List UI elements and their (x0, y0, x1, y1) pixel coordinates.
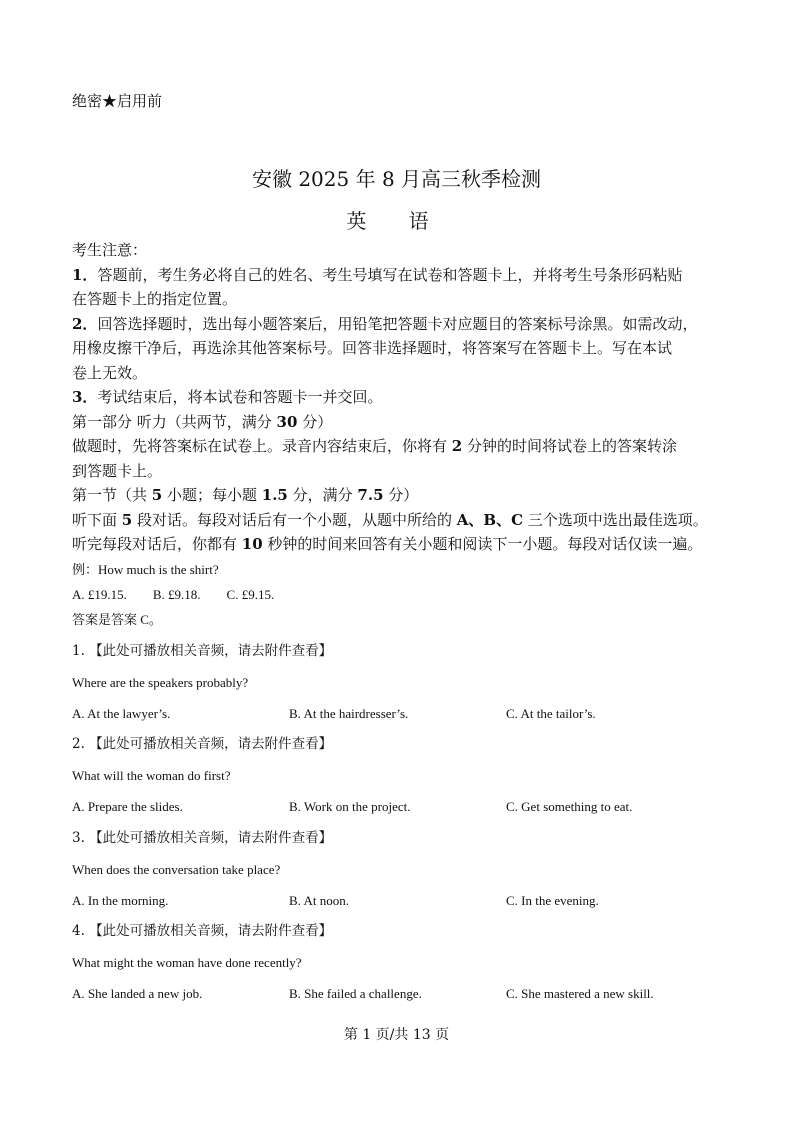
score-value: 30 (276, 412, 298, 431)
options-row (72, 698, 732, 729)
notice-item-number: 2． (72, 314, 98, 333)
confidential-label: 绝密★启用前 (72, 92, 163, 110)
instruction-text: 秒钟的时间来回答有关小题和阅读下一小题。每段对话仅读一遍。 (262, 535, 703, 553)
instruction-text: 听完每段对话后，你都有 (72, 535, 242, 553)
option-b: B. Work on the project. (289, 799, 411, 814)
option-c: C. In the evening. (506, 893, 599, 908)
notice-item-3 (72, 385, 732, 410)
question-1 (72, 636, 732, 729)
option-b: B. At noon. (289, 893, 349, 908)
heading-text: 小题；每小题 (162, 486, 262, 504)
question-stem: What will the woman do first? (72, 768, 231, 783)
part1-instruction (72, 434, 732, 459)
notice-item-number: 3． (72, 388, 98, 406)
option-a: A. At the lawyer’s. (72, 706, 171, 721)
notice-text: 答题前，考生务必将自己的姓名、考生号填写在试卷和答题卡上，并将考生号条形码粘贴 (97, 265, 683, 284)
audio-placeholder: 4. 【此处可播放相关音频，请去附件查看】 (72, 923, 333, 939)
heading-text: 分） (297, 412, 333, 431)
count-value: 5 (151, 486, 163, 504)
heading-text: 第一部分 听力（共两节，满分 (72, 412, 277, 431)
example-options: A. £19.15. B. £9.18. C. £9.15. (72, 586, 275, 602)
option-b: B. She failed a challenge. (289, 986, 422, 1001)
instruction-text: 三个选项中选出最佳选项。 (523, 510, 708, 529)
option-b: B. At the hairdresser’s. (289, 706, 409, 721)
heading-text: 分） (383, 486, 419, 504)
heading-text: 分，满分 (287, 486, 358, 504)
notice-text: 在答题卡上的指定位置。 (72, 290, 238, 308)
question-2 (72, 729, 732, 822)
option-a: A. She landed a new job. (72, 986, 203, 1001)
audio-placeholder: 2. 【此处可播放相关音频，请去附件查看】 (72, 736, 333, 752)
page-number: 第 1 页/共 13 页 (343, 1027, 450, 1043)
heading-text: 第一节（共 (72, 486, 152, 504)
audio-placeholder: 1. 【此处可播放相关音频，请去附件查看】 (72, 643, 333, 659)
example-question: 例：How much is the shirt? (72, 561, 219, 577)
options-row (72, 791, 732, 822)
option-c: C. Get something to eat. (506, 799, 633, 814)
notice-text: 考试结束后，将本试卷和答题卡一并交回。 (97, 388, 383, 406)
seconds-value: 10 (241, 535, 263, 553)
notice-heading: 考生注意： (72, 241, 148, 259)
options-row (72, 885, 732, 916)
count-value: 5 (121, 510, 133, 529)
options-row (72, 978, 732, 1009)
section1-instruction (72, 532, 732, 557)
instruction-text: 段对话。每段对话后有一个小题，从题中所给的 (132, 510, 457, 529)
section1-heading (72, 483, 732, 508)
part1-heading (72, 410, 732, 435)
option-c: C. She mastered a new skill. (506, 986, 654, 1001)
example-answer: 答案是答案 C。 (72, 611, 162, 627)
option-c: C. At the tailor’s. (506, 706, 596, 721)
notice-item-number: 1． (72, 265, 98, 284)
notice-text: 用橡皮擦干净后，再选涂其他答案标号。回答非选择题时，将答案写在答题卡上。写在本试 (72, 339, 673, 357)
option-a: A. Prepare the slides. (72, 799, 183, 814)
instructions-body (72, 238, 732, 632)
question-3 (72, 823, 732, 916)
question-4 (72, 916, 732, 1009)
notice-text: 回答选择题时，选出每小题答案后，用铅笔把答题卡对应题目的答案标号涂黑。如需改动， (97, 314, 698, 333)
notice-item-1 (72, 263, 732, 288)
option-a: A. In the morning. (72, 893, 169, 908)
score-value: 1.5 (261, 486, 288, 504)
exam-subject: 英 语 (346, 209, 447, 233)
notice-text: 卷上无效。 (72, 363, 148, 382)
instruction-text: 听下面 (72, 510, 122, 529)
section1-instruction (72, 508, 732, 533)
minutes-value: 2 (451, 437, 463, 455)
question-stem: Where are the speakers probably? (72, 675, 249, 690)
part1-instruction-cont: 到答题卡上。 (72, 461, 163, 480)
question-stem: What might the woman have done recently? (72, 955, 302, 970)
question-stem: When does the conversation take place? (72, 862, 281, 877)
notice-item-2 (72, 312, 732, 337)
options-value: A、B、C (456, 510, 524, 529)
score-value: 7.5 (357, 486, 384, 504)
instruction-text: 分钟的时间将试卷上的答案转涂 (462, 437, 677, 455)
exam-title: 安徽 2025 年 8 月高三秋季检测 (251, 167, 542, 191)
audio-placeholder: 3. 【此处可播放相关音频，请去附件查看】 (72, 830, 333, 846)
instruction-text: 做题时，先将答案标在试卷上。录音内容结束后，你将有 (72, 437, 452, 455)
